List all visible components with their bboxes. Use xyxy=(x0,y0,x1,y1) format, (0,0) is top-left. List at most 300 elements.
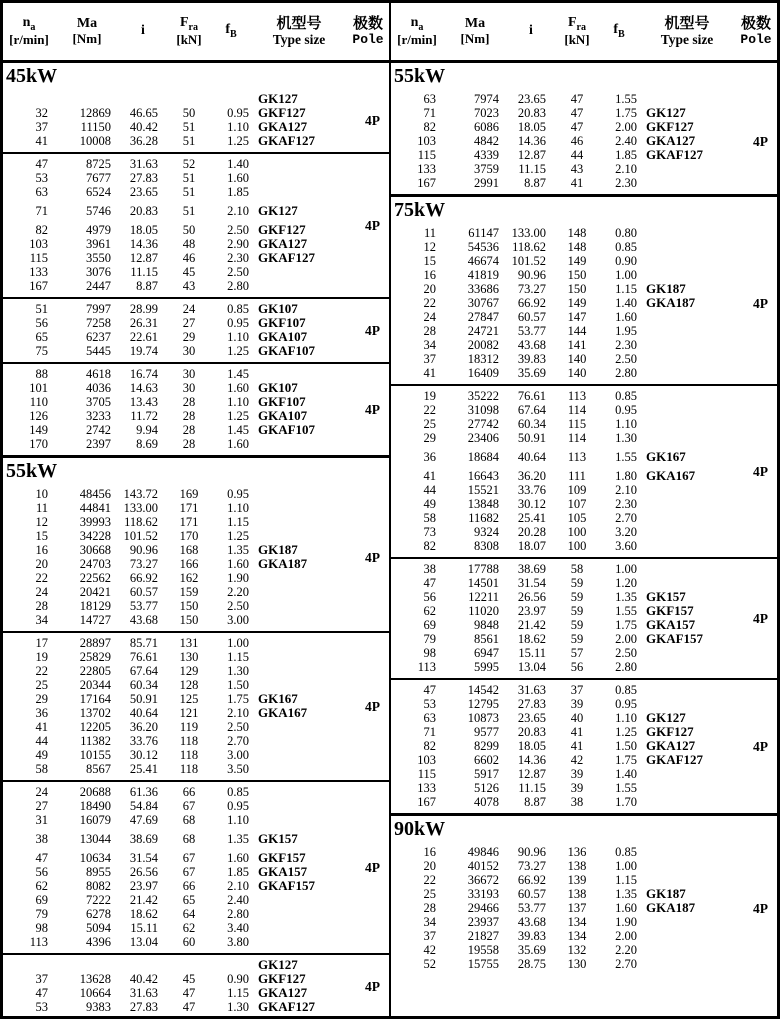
cell-ma: 46674 xyxy=(467,254,499,268)
cell-ma: 18684 xyxy=(467,450,499,464)
cell-na: 36 xyxy=(423,450,436,464)
cell-na: 22 xyxy=(423,873,436,887)
cell-na: 24 xyxy=(35,585,48,599)
cell-fb: 1.55 xyxy=(615,450,637,464)
cell-fra: 139 xyxy=(567,873,587,887)
cell-fra: 51 xyxy=(182,204,196,218)
table-row xyxy=(3,279,389,293)
table-row xyxy=(391,352,777,366)
cell-fra: 171 xyxy=(179,501,199,515)
header-pole-en: Pole xyxy=(352,31,384,47)
cell-fb: 0.85 xyxy=(615,683,637,697)
cell-fra: 62 xyxy=(182,921,196,935)
cell-na: 20 xyxy=(35,557,48,571)
cell-fra: 114 xyxy=(567,403,587,417)
cell-type xyxy=(251,487,347,501)
cell-fra: 136 xyxy=(567,845,587,859)
cell-i: 67.64 xyxy=(129,664,158,678)
cell-fra: 111 xyxy=(568,469,586,483)
cell-type: GKA127 xyxy=(258,236,308,251)
cell-i: 20.83 xyxy=(517,725,546,739)
cell-i: 36.28 xyxy=(129,134,158,148)
row-group xyxy=(391,223,777,386)
cell-fb: 1.15 xyxy=(615,873,637,887)
table-row xyxy=(391,338,777,352)
cell-na: 110 xyxy=(29,395,48,409)
cell-fra: 147 xyxy=(567,310,587,324)
cell-fb: 1.60 xyxy=(615,310,637,324)
header-type-cn: 机型号 xyxy=(276,14,322,33)
header-na-symbol: $n_a$ xyxy=(410,14,424,33)
row-group xyxy=(391,559,777,680)
cell-fb: 1.60 xyxy=(227,171,249,185)
cell-fb: 1.10 xyxy=(227,330,249,344)
cell-fb: 1.40 xyxy=(615,296,637,310)
cell-type xyxy=(251,799,347,813)
header-na xyxy=(3,15,55,48)
cell-na: 73 xyxy=(423,525,436,539)
cell-fra: 41 xyxy=(570,176,584,190)
table-row xyxy=(391,497,777,511)
cell-type xyxy=(251,921,347,935)
cell-ma: 3705 xyxy=(86,395,111,409)
section-75kW xyxy=(391,194,777,813)
cell-fb: 1.60 xyxy=(227,557,249,571)
cell-fra: 140 xyxy=(567,352,587,366)
cell-fra: 47 xyxy=(570,92,584,106)
cell-type: GKAF127 xyxy=(646,147,704,162)
cell-i: 40.42 xyxy=(129,120,158,134)
cell-i: 19.74 xyxy=(129,344,158,358)
cell-i: 46.65 xyxy=(129,106,158,120)
cell-fra: 60 xyxy=(182,935,196,949)
cell-ma: 4339 xyxy=(474,148,499,162)
cell-type: GK187 xyxy=(646,281,686,296)
cell-i: 23.65 xyxy=(517,92,546,106)
cell-type xyxy=(639,929,735,943)
table-row xyxy=(391,120,777,134)
cell-type xyxy=(639,352,735,366)
cell-type xyxy=(251,678,347,692)
cell-fra: 144 xyxy=(567,324,587,338)
cell-i: 8.87 xyxy=(136,279,158,293)
table-row xyxy=(391,576,777,590)
cell-fra: 46 xyxy=(570,134,584,148)
cell-ma: 3759 xyxy=(474,162,499,176)
cell-fra: 118 xyxy=(179,748,199,762)
cell-type xyxy=(251,185,347,199)
cell-ma: 33193 xyxy=(467,887,499,901)
cell-ma: 13044 xyxy=(79,832,111,846)
table-row xyxy=(391,711,777,725)
cell-ma: 7974 xyxy=(474,92,499,106)
cell-ma: 8955 xyxy=(86,865,111,879)
table-row xyxy=(3,664,389,678)
cell-fra: 30 xyxy=(182,344,196,358)
cell-ma: 14501 xyxy=(467,576,499,590)
cell-i: 9.94 xyxy=(136,423,158,437)
section-55kW xyxy=(3,455,389,1016)
table-row xyxy=(391,450,777,464)
cell-na: 65 xyxy=(35,330,48,344)
table-row xyxy=(391,134,777,148)
cell-fb: 2.30 xyxy=(615,497,637,511)
cell-type xyxy=(251,813,347,827)
cell-fra: 67 xyxy=(182,865,196,879)
cell-na: 37 xyxy=(423,352,436,366)
cell-na: 47 xyxy=(35,986,48,1000)
cell-i: 53.77 xyxy=(129,599,158,613)
cell-fra: 51 xyxy=(182,171,196,185)
row-group xyxy=(391,386,777,559)
table-row xyxy=(391,781,777,795)
cell-na: 82 xyxy=(423,539,436,553)
cell-fra: 51 xyxy=(182,185,196,199)
table-row xyxy=(3,204,389,218)
header-ma-unit: [Nm] xyxy=(460,31,490,47)
cell-fra: 28 xyxy=(182,409,196,423)
cell-type: GK127 xyxy=(646,105,686,120)
cell-i: 31.54 xyxy=(129,851,158,865)
cell-na: 16 xyxy=(423,268,436,282)
cell-ma: 11150 xyxy=(80,120,111,134)
cell-fra: 109 xyxy=(567,483,587,497)
cell-type: GKA127 xyxy=(646,133,696,148)
cell-ma: 13702 xyxy=(79,706,111,720)
cell-type xyxy=(251,650,347,664)
cell-na: 69 xyxy=(423,618,436,632)
cell-na: 53 xyxy=(35,1000,48,1014)
cell-na: 133 xyxy=(417,162,436,176)
cell-i: 11.15 xyxy=(518,781,546,795)
cell-fra xyxy=(167,958,211,972)
cell-type xyxy=(639,389,735,403)
header-na-unit: [r/min] xyxy=(9,32,49,48)
header-na-unit: [r/min] xyxy=(397,32,437,48)
cell-fb: 2.40 xyxy=(227,893,249,907)
cell-fra: 105 xyxy=(567,511,587,525)
cell-fb: 1.00 xyxy=(227,636,249,650)
cell-ma: 23937 xyxy=(467,915,499,929)
cell-fb: 1.25 xyxy=(227,529,249,543)
cell-fra: 47 xyxy=(182,986,196,1000)
table-row xyxy=(3,585,389,599)
table-row xyxy=(391,590,777,604)
cell-na: 29 xyxy=(35,692,48,706)
cell-fb: 3.00 xyxy=(227,748,249,762)
cell-fb: 2.10 xyxy=(227,879,249,893)
cell-ma: 8299 xyxy=(474,739,499,753)
row-group xyxy=(3,955,389,1016)
cell-fra: 131 xyxy=(179,636,199,650)
cell-na: 11 xyxy=(35,501,48,515)
table-row xyxy=(3,557,389,571)
cell-type: GKA127 xyxy=(258,985,308,1000)
table-row xyxy=(391,106,777,120)
cell-na: 103 xyxy=(417,134,436,148)
cell-ma: 20082 xyxy=(467,338,499,352)
cell-fb: 2.30 xyxy=(227,251,249,265)
cell-fra: 140 xyxy=(567,366,587,380)
section-55kW xyxy=(391,63,777,194)
pole-label: 4P xyxy=(365,549,380,565)
cell-type: GKA107 xyxy=(258,408,308,423)
cell-fb: 1.85 xyxy=(227,185,249,199)
table-row xyxy=(3,381,389,395)
header-i-symbol: i xyxy=(529,23,533,39)
cell-i: 30.12 xyxy=(517,497,546,511)
cell-fra: 27 xyxy=(182,316,196,330)
cell-ma: 4979 xyxy=(86,223,111,237)
cell-type xyxy=(639,697,735,711)
cell-fra: 50 xyxy=(182,223,196,237)
cell-na: 24 xyxy=(423,310,436,324)
cell-ma: 5126 xyxy=(474,781,499,795)
cell-fra: 47 xyxy=(570,120,584,134)
cell-fb: 1.85 xyxy=(615,148,637,162)
table-row xyxy=(3,487,389,501)
cell-fra: 39 xyxy=(570,781,584,795)
table-row xyxy=(3,120,389,134)
table-row xyxy=(391,268,777,282)
cell-i: 15.11 xyxy=(518,646,546,660)
cell-type xyxy=(251,907,347,921)
cell-ma: 28897 xyxy=(79,636,111,650)
cell-ma: 14727 xyxy=(79,613,111,627)
cell-na: 115 xyxy=(417,148,436,162)
cell-fra: 138 xyxy=(567,887,587,901)
cell-ma: 17788 xyxy=(467,562,499,576)
cell-ma: 10873 xyxy=(467,711,499,725)
cell-ma: 15521 xyxy=(467,483,499,497)
cell-fra: 57 xyxy=(570,646,584,660)
cell-i: 11.15 xyxy=(130,265,158,279)
cell-na: 25 xyxy=(423,887,436,901)
cell-ma: 40152 xyxy=(467,859,499,873)
cell-fb: 1.35 xyxy=(615,887,637,901)
cell-i: 38.69 xyxy=(517,562,546,576)
table-row xyxy=(3,986,389,1000)
cell-fb: 1.15 xyxy=(227,986,249,1000)
cell-i: 60.34 xyxy=(129,678,158,692)
cell-fra: 66 xyxy=(182,879,196,893)
table-row xyxy=(391,859,777,873)
table-header xyxy=(391,3,777,63)
cell-i: 18.07 xyxy=(517,539,546,553)
cell-na: 22 xyxy=(35,571,48,585)
cell-type xyxy=(639,873,735,887)
pole-label: 4P xyxy=(753,738,768,754)
cell-i: 23.97 xyxy=(517,604,546,618)
cell-ma: 27847 xyxy=(467,310,499,324)
cell-na: 62 xyxy=(35,879,48,893)
table-row xyxy=(3,692,389,706)
cell-fra: 67 xyxy=(182,851,196,865)
cell-type: GKAF127 xyxy=(258,133,316,148)
cell-type xyxy=(251,501,347,515)
table-row xyxy=(3,935,389,949)
cell-fb: 1.15 xyxy=(615,282,637,296)
cell-type: GKAF127 xyxy=(646,752,704,767)
cell-ma: 7997 xyxy=(86,302,111,316)
cell-fb: 2.10 xyxy=(615,162,637,176)
cell-ma: 20421 xyxy=(79,585,111,599)
table-row xyxy=(3,678,389,692)
cell-i: 13.04 xyxy=(517,660,546,674)
cell-ma: 13848 xyxy=(467,497,499,511)
cell-i: 33.76 xyxy=(517,483,546,497)
cell-fra: 68 xyxy=(182,813,196,827)
cell-ma: 11020 xyxy=(468,604,499,618)
cell-ma: 22562 xyxy=(79,571,111,585)
cell-na: 103 xyxy=(29,237,48,251)
cell-ma: 35222 xyxy=(467,389,499,403)
cell-fra: 107 xyxy=(567,497,587,511)
row-group xyxy=(391,89,777,194)
cell-ma: 20688 xyxy=(79,785,111,799)
cell-na: 16 xyxy=(423,845,436,859)
cell-i: 67.64 xyxy=(517,403,546,417)
cell-na: 28 xyxy=(423,901,436,915)
cell-i: 36.20 xyxy=(517,469,546,483)
cell-na: 98 xyxy=(423,646,436,660)
header-type xyxy=(251,15,347,48)
cell-i: 53.77 xyxy=(517,324,546,338)
cell-fb: 0.85 xyxy=(227,785,249,799)
cell-fra: 132 xyxy=(567,943,587,957)
cell-fb: 1.10 xyxy=(615,711,637,725)
cell-i: 12.87 xyxy=(129,251,158,265)
table-row xyxy=(391,296,777,310)
cell-fb: 0.95 xyxy=(227,106,249,120)
cell-type: GK187 xyxy=(258,542,298,557)
cell-fb: 1.75 xyxy=(615,618,637,632)
table-row xyxy=(391,240,777,254)
cell-ma: 7222 xyxy=(86,893,111,907)
pole-label: 4P xyxy=(365,401,380,417)
cell-fra: 39 xyxy=(570,697,584,711)
table-row xyxy=(3,344,389,358)
cell-na: 29 xyxy=(423,431,436,445)
cell-fb: 2.30 xyxy=(615,338,637,352)
cell-ma: 36672 xyxy=(467,873,499,887)
cell-na: 31 xyxy=(35,813,48,827)
header-fb xyxy=(211,22,251,40)
section-title: 45kW xyxy=(6,65,58,87)
cell-i: 35.69 xyxy=(517,366,546,380)
pole-label: 4P xyxy=(365,978,380,994)
cell-type: GK157 xyxy=(646,589,686,604)
cell-i: 31.54 xyxy=(517,576,546,590)
cell-i: 76.61 xyxy=(129,650,158,664)
table-row xyxy=(391,632,777,646)
cell-fb: 2.80 xyxy=(615,366,637,380)
cell-type: GKA127 xyxy=(646,738,696,753)
cell-type xyxy=(251,515,347,529)
section-title: 75kW xyxy=(394,199,446,221)
cell-fra: 113 xyxy=(567,389,587,403)
table-row xyxy=(3,599,389,613)
cell-na: 113 xyxy=(417,660,436,674)
cell-fb: 1.75 xyxy=(227,692,249,706)
cell-fra: 65 xyxy=(182,893,196,907)
cell-fb: 1.25 xyxy=(227,134,249,148)
table-row xyxy=(391,901,777,915)
table-row xyxy=(3,720,389,734)
cell-fra: 159 xyxy=(179,585,199,599)
cell-fb: 2.10 xyxy=(615,483,637,497)
table-row xyxy=(391,943,777,957)
table-row xyxy=(3,832,389,846)
cell-i: 35.69 xyxy=(517,943,546,957)
cell-ma: 8308 xyxy=(474,539,499,553)
cell-na: 115 xyxy=(29,251,48,265)
row-group xyxy=(3,299,389,364)
cell-type xyxy=(639,795,735,809)
cell-type xyxy=(251,762,347,776)
cell-ma: 12211 xyxy=(468,590,499,604)
cell-na: 22 xyxy=(423,403,436,417)
table-row xyxy=(391,389,777,403)
cell-fra: 40 xyxy=(570,711,584,725)
cell-fra: 129 xyxy=(179,664,199,678)
cell-fra: 170 xyxy=(179,529,199,543)
cell-ma: 18129 xyxy=(79,599,111,613)
table-row xyxy=(391,92,777,106)
cell-ma: 8725 xyxy=(86,157,111,171)
cell-i: 23.65 xyxy=(129,185,158,199)
cell-ma: 11682 xyxy=(468,511,499,525)
cell-fb: 2.40 xyxy=(615,134,637,148)
cell-ma: 30767 xyxy=(467,296,499,310)
section-90kW xyxy=(391,813,777,975)
cell-na: 27 xyxy=(35,799,48,813)
cell-fra: 150 xyxy=(179,613,199,627)
cell-na: 58 xyxy=(423,511,436,525)
table-row xyxy=(3,650,389,664)
cell-fb: 3.60 xyxy=(615,539,637,553)
cell-fb: 1.95 xyxy=(615,324,637,338)
cell-type xyxy=(639,268,735,282)
cell-ma: 5746 xyxy=(86,204,111,218)
cell-ma: 9383 xyxy=(86,1000,111,1014)
cell-ma: 4078 xyxy=(474,795,499,809)
pole-label: 4P xyxy=(365,859,380,875)
table-row xyxy=(391,525,777,539)
cell-fra: 114 xyxy=(567,431,587,445)
cell-type xyxy=(639,226,735,240)
row-group xyxy=(3,154,389,299)
table-row xyxy=(3,515,389,529)
cell-ma: 5917 xyxy=(474,767,499,781)
cell-ma: 21827 xyxy=(467,929,499,943)
cell-ma: 23406 xyxy=(467,431,499,445)
table-row xyxy=(391,469,777,483)
cell-ma: 48456 xyxy=(79,487,111,501)
cell-fra: 169 xyxy=(179,487,199,501)
cell-fra: 138 xyxy=(567,859,587,873)
table-row xyxy=(3,907,389,921)
cell-type: GKAF157 xyxy=(646,631,704,646)
cell-fb: 2.50 xyxy=(615,352,637,366)
header-pole-cn: 极数 xyxy=(352,14,383,33)
cell-ma xyxy=(55,92,119,106)
cell-na: 38 xyxy=(423,562,436,576)
cell-na: 49 xyxy=(35,748,48,762)
table-row xyxy=(391,483,777,497)
cell-ma: 44841 xyxy=(79,501,111,515)
cell-fra: 67 xyxy=(182,799,196,813)
